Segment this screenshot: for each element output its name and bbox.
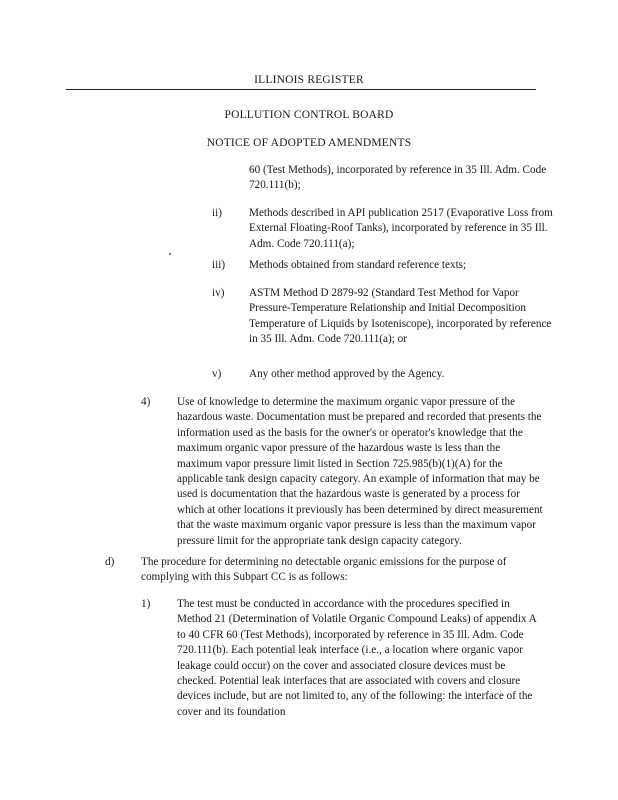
item-iv-text: ASTM Method D 2879-92 (Standard Test Method for Vapor Pressure-Temperature Relationship and Initial Decomposition Temperature of Liquids by Isoteniscope), incorporated by reference in 35 Ill. Adm. Code 720.111(a); or [249, 287, 552, 346]
item-ii-label: ii) [212, 207, 222, 219]
header-rule [66, 89, 536, 90]
register-title: ILLINOIS REGISTER [254, 74, 364, 86]
notice-title: NOTICE OF ADOPTED AMENDMENTS [206, 137, 412, 149]
item-ii-text: Methods described in API publication 2517 (Evaporative Loss from External Floating-Roof Tanks), incorporated by reference in 35 Ill. Adm. Code 720.111(a); [249, 207, 553, 250]
item-4-label: 4) [141, 396, 151, 408]
item-iv-label: iv) [212, 287, 225, 299]
item-iii-text: Methods obtained from standard reference texts; [249, 259, 467, 271]
board-title: POLLUTION CONTROL BOARD [224, 109, 394, 121]
item-1-text: The test must be conducted in accordance with the procedures specified in Method 21 (Determination of Volatile Organic Compound Leaks) of appendix A to 40 CFR 60 (Test Methods), incorporated by reference in 35 Ill. Adm. Code 720.111(b). Each potential leak interface (i.e., a location where organic vapor leakage could occur) on the cover and associated closure devices must be checked. Potential leak interfaces that are associated with covers and closure devices include, but are not limited to, any of the following: the interface of the cover and its foundation [177, 598, 537, 718]
item-4-text: Use of knowledge to determine the maximum organic vapor pressure of the hazardous waste. Documentation must be prepared and recorded that presents the information used as the basis for the owner's or operator's knowledge that the maximum organic vapor pressure of the hazardous waste is less than the maximum vapor pressure limit listed in Section 725.985(b)(1)(A) for the applicable tank design capacity category. An example of information that may be used is documentation that the hazardous waste is generated by a process for which at other locations it previously has been determined by direct measurement that the waste maximum organic vapor pressure is less than the maximum vapor pressure limit for the appropriate tank design capacity category. [177, 396, 543, 547]
stray-mark [169, 253, 171, 255]
item-iii-label: iii) [212, 259, 226, 271]
section-d-label: d) [105, 556, 115, 568]
item-v-text: Any other method approved by the Agency. [249, 368, 445, 380]
item-v-label: v) [212, 368, 222, 380]
section-d-text: The procedure for determining no detectable organic emissions for the purpose of complying with this Subpart CC is as follows: [141, 556, 507, 584]
continuation-text: 60 (Test Methods), incorporated by reference in 35 Ill. Adm. Code 720.111(b); [249, 164, 547, 192]
item-1-label: 1) [141, 598, 151, 610]
